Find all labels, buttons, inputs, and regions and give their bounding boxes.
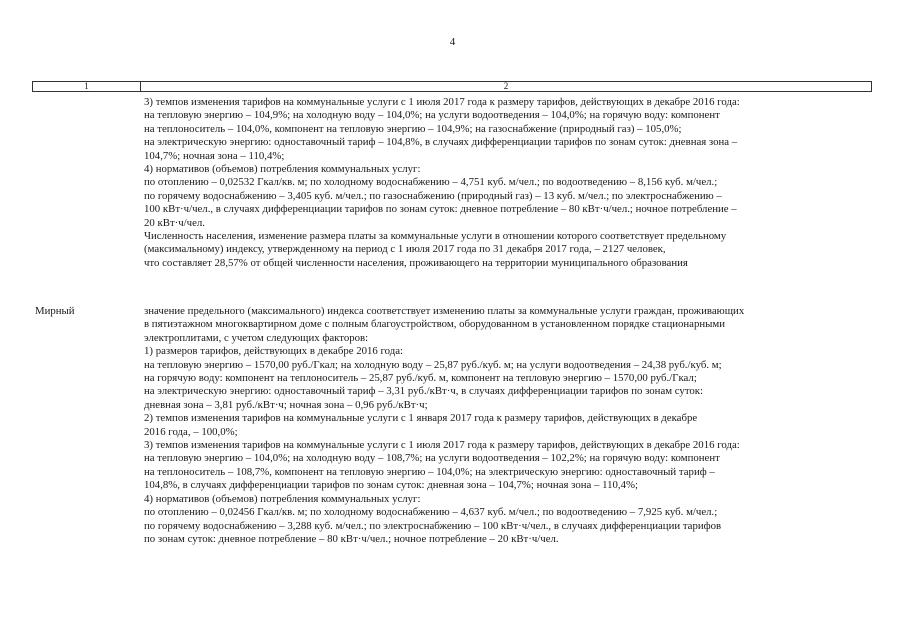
table-header-col-1: 1 — [33, 82, 141, 91]
bottom-text-block — [144, 305, 864, 546]
text-line: на электрическую энергию: одноставочный тариф – 3,31 руб./кВт·ч, в случаях дифференциации тарифов по зонам суток: — [144, 385, 704, 398]
text-line: 2) темпов изменения тарифов на коммунальные услуги с 1 января 2017 года к размеру тарифов, действующих в декабре — [144, 412, 698, 425]
text-line: в пятиэтажном многоквартирном доме с полным благоустройством, оборудованном в установленном порядке стационарными — [144, 318, 726, 331]
text-line: по горячему водоснабжению – 3,288 куб. м/чел.; по электроснабжению – 100 кВт·ч/чел., в случаях дифференциации тарифов — [144, 519, 722, 532]
text-line: (максимальному) индексу, утвержденному на период с 1 июля 2017 года по 31 декабря 2017 года, – 2127 человек, — [144, 243, 666, 256]
text-line: 104,8%, в случаях дифференциации тарифов по зонам суток: дневная зона – 104,7%; ночная зона – 110,4%; — [144, 479, 639, 492]
text-line: по зонам суток: дневное потребление – 80 кВт·ч/чел.; ночное потребление – 20 кВт·ч/чел. — [144, 532, 559, 545]
text-line: 3) темпов изменения тарифов на коммунальные услуги с 1 июля 2017 года к размеру тарифов, действующих в декабре 2016 года: — [144, 96, 740, 108]
text-line: дневная зона – 3,81 руб./кВт·ч; ночная зона – 0,96 руб./кВт·ч; — [144, 398, 428, 411]
text-line: на тепловую энергию – 104,9%; на холодную воду – 104,0%; на услуги водоотведения – 104,0%; на горячую воду: компонент — [144, 109, 720, 122]
page-number: 4 — [449, 36, 456, 48]
text-line: на тепловую энергию – 1570,00 руб./Гкал; на холодную воду – 25,87 руб./куб. м; на услуги водоотведения – 24,38 руб./куб. м; — [144, 358, 722, 371]
text-line: 20 кВт·ч/чел. — [144, 216, 205, 229]
text-line: 3) темпов изменения тарифов на коммунальные услуги с 1 июля 2017 года к размеру тарифов, действующих в декабре 2016 года: — [144, 439, 740, 452]
municipality-name-label: Мирный — [35, 305, 75, 317]
top-text-block — [144, 96, 864, 270]
text-line: электроплитами, с учетом следующих факторов: — [144, 331, 369, 344]
table-header-row — [32, 81, 872, 92]
text-line: что составляет 28,57% от общей численности населения, проживающего на территории муниципального образования — [144, 256, 688, 269]
text-line: по горячему водоснабжению – 3,405 куб. м/чел.; по газоснабжению (природный газ) – 13 куб. м/чел.; по электроснабжению – — [144, 189, 722, 202]
text-line: по отоплению – 0,02456 Гкал/кв. м; по холодному водоснабжению – 4,637 куб. м/чел.; по водоотведению – 7,925 куб. м/чел.; — [144, 506, 718, 519]
text-line: на теплоноситель – 104,0%, компонент на тепловую энергию – 104,9%; на газоснабжение (природный газ) – 105,0%; — [144, 122, 682, 135]
text-line: 1) размеров тарифов, действующих в декабре 2016 года: — [144, 345, 404, 358]
text-line: 2016 года, – 100,0%; — [144, 425, 238, 438]
text-line: 100 кВт·ч/чел., в случаях дифференциации тарифов по зонам суток: дневное потребление – 80 кВт·ч/чел.; ночное потребление – — [144, 203, 737, 216]
text-line: на тепловую энергию – 104,0%; на холодную воду – 108,7%; на услуги водоотведения – 102,2%; на горячую воду: компонент — [144, 452, 720, 465]
text-line: 104,7%; ночная зона – 110,4%; — [144, 149, 285, 162]
text-line: на электрическую энергию: одноставочный тариф – 104,8%, в случаях дифференциации тарифов по зонам суток: дневная зона – — [144, 136, 738, 149]
text-line: на горячую воду: компонент на теплоноситель – 25,87 руб./куб. м, компонент на тепловую энергию – 1570,00 руб./Гкал; — [144, 372, 697, 385]
text-line: 4) нормативов (объемов) потребления коммунальных услуг: — [144, 492, 421, 505]
text-line: Численность населения, изменение размера платы за коммунальные услуги в отношении которого соответствует предельному — [144, 230, 727, 243]
text-line: 4) нормативов (объемов) потребления коммунальных услуг: — [144, 163, 421, 176]
text-line: по отоплению – 0,02532 Гкал/кв. м; по холодному водоснабжению – 4,751 куб. м/чел.; по водоотведению – 8,156 куб. м/чел.; — [144, 176, 718, 189]
table-header-col-2: 2 — [503, 81, 509, 91]
text-line: на теплоноситель – 108,7%, компонент на тепловую энергию – 104,0%; на электрическую энергию: одноставочный тариф – — [144, 465, 715, 478]
text-line: значение предельного (максимального) индекса соответствует изменению платы за коммунальные услуги граждан, проживающих — [144, 305, 745, 317]
